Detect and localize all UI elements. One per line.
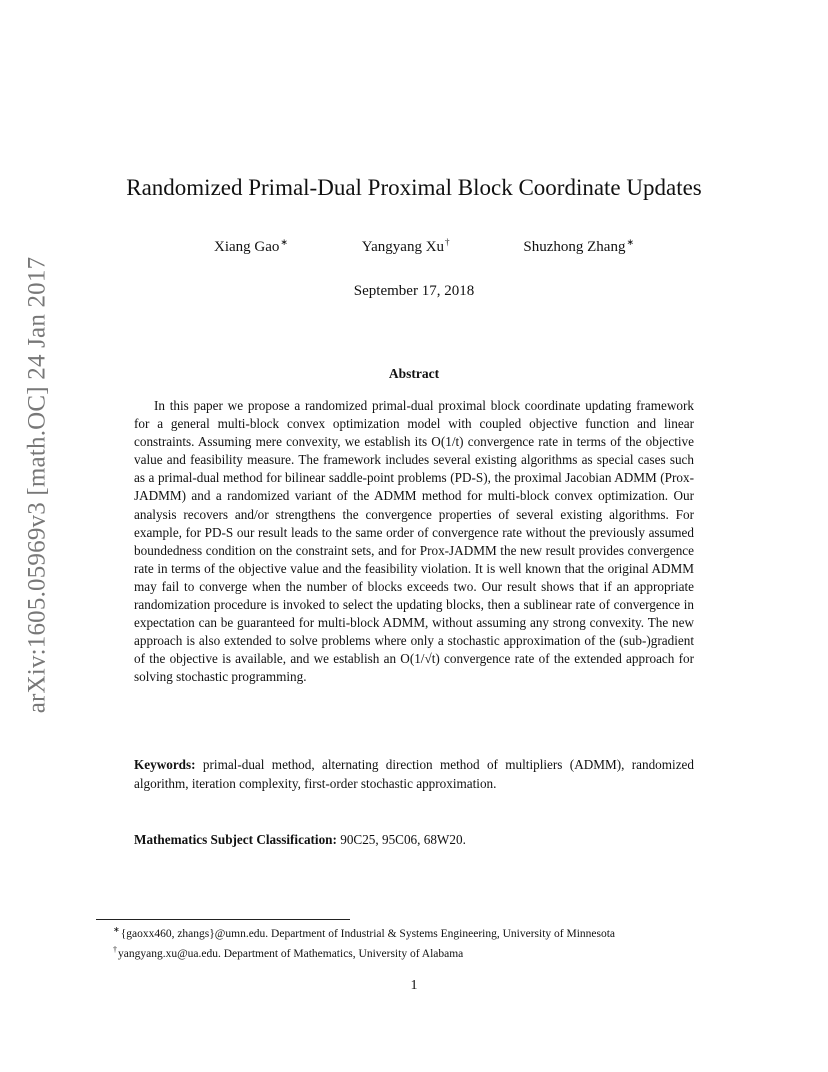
author-footnote-mark: † <box>445 237 450 247</box>
author-list <box>214 237 634 256</box>
abstract-body: In this paper we propose a randomized primal-dual proximal block coordinate updating framework for a general multi-block convex optimization model with coupled objective function and linear constraints. Assuming mere convexity, we establish its O(1/t) convergence rate in terms of the objective value and feasibility measure. The framework includes several existing algorithms as special cases such as a primal-dual method for bilinear saddle-point problems (PD-S), the proximal Jacobian ADMM (Prox-JADMM) and a randomized variant of the ADMM method for multi-block convex optimization. Our analysis recovers and/or strengthens the convergence properties of several existing algorithms. For example, for PD-S our result leads to the same order of convergence rate without the previously assumed boundedness condition on the constraint sets, and for Prox-JADMM the new result provides convergence rate in terms of the objective value and the feasibility violation. It is well known that the original ADMM may fail to converge when the number of blocks exceeds two. Our result shows that if an appropriate randomization procedure is invoked to select the updating blocks, then a sublinear rate of convergence in expectation can be guaranteed for multi-block ADMM, without assuming any strong convexity. The new approach is also extended to solve problems where only a stochastic approximation of the (sub-)gradient of the objective is available, and we establish an O(1/√t) convergence rate of the extended approach for solving stochastic programming. <box>134 398 694 685</box>
footnote-mark: † <box>113 944 117 954</box>
page-number: 1 <box>410 978 418 993</box>
author-entry <box>523 237 634 256</box>
keywords-label: Keywords: <box>134 757 196 772</box>
author-name: Shuzhong Zhang <box>523 239 626 255</box>
subject-classification-label: Mathematics Subject Classification: <box>134 832 337 847</box>
footnote-mark: ∗ <box>113 925 120 934</box>
subject-classification <box>134 831 694 849</box>
arxiv-identifier-stamp <box>14 256 60 714</box>
footnote-text: yangyang.xu@ua.edu. Department of Mathematics, University of Alabama <box>118 947 464 960</box>
subject-classification-codes: 90C25, 95C06, 68W20. <box>340 832 466 847</box>
keywords-text: primal-dual method, alternating direction method of multipliers (ADMM), randomized algorithm, iteration complexity, first-order stochastic approximation. <box>134 757 694 791</box>
author-footnote-mark: ∗ <box>280 237 288 247</box>
footnote-text: {gaoxx460, zhangs}@umn.edu. Department of Industrial & Systems Engineering, University of Minnesota <box>120 927 616 940</box>
author-name: Xiang Gao <box>214 239 280 255</box>
keywords-paragraph <box>134 756 694 793</box>
footnote-item <box>113 942 713 962</box>
author-entry <box>214 237 288 256</box>
author-name: Yangyang Xu <box>361 239 445 255</box>
arxiv-identifier-text: arXiv:1605.05969v3 [math.OC] 24 Jan 2017 <box>23 256 50 714</box>
abstract-heading: Abstract <box>388 366 440 381</box>
footnote-item <box>113 922 713 942</box>
author-entry <box>362 237 450 256</box>
author-footnote-mark: ∗ <box>626 237 634 247</box>
footnote-separator <box>96 919 350 920</box>
paper-title: Randomized Primal-Dual Proximal Block Coordinate Updates <box>126 175 702 200</box>
paper-date: September 17, 2018 <box>353 283 475 299</box>
footnotes <box>113 922 713 962</box>
